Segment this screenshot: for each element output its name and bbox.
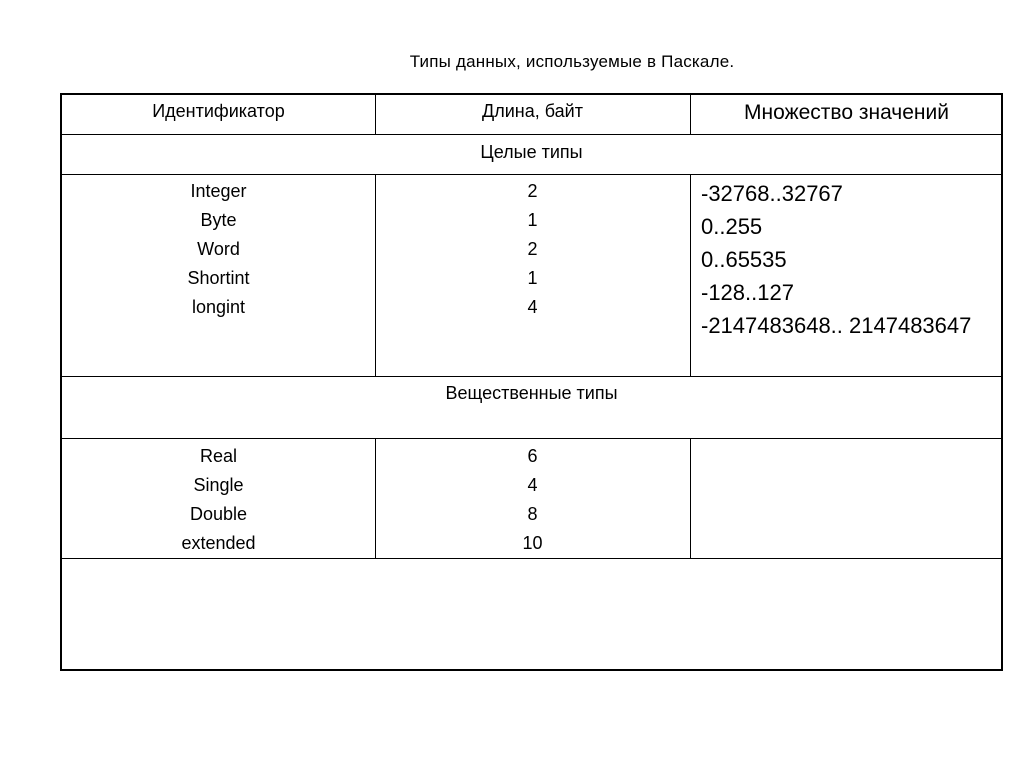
data-types-table <box>60 93 1003 671</box>
section-label-integer: Целые типы <box>480 142 583 162</box>
list-item: Single <box>193 475 244 495</box>
list-item: 2 <box>527 239 538 259</box>
empty-row <box>62 558 1001 669</box>
list-item: extended <box>181 533 256 553</box>
real-lengths-list <box>375 442 690 558</box>
header-row-divider <box>62 134 1001 135</box>
list-item: 8 <box>527 504 538 524</box>
list-item: 4 <box>527 297 538 317</box>
integer-identifiers-list <box>62 177 375 322</box>
list-item: longint <box>191 297 246 317</box>
list-item: Double <box>189 504 248 524</box>
section-label-real: Вещественные типы <box>445 383 618 403</box>
list-item: 10 <box>522 533 543 553</box>
list-item: -2147483648.. 2147483647 <box>701 313 972 338</box>
list-item: Word <box>197 239 240 259</box>
real-values-cell <box>690 438 1003 558</box>
list-item: 1 <box>527 210 538 230</box>
list-item: 2 <box>527 181 538 201</box>
header-values: Множество значений <box>744 101 949 124</box>
section-1-divider <box>62 174 1001 175</box>
int-col-divider-2 <box>690 174 691 376</box>
list-item: Byte <box>200 210 237 230</box>
list-item: 4 <box>527 475 538 495</box>
header-identifier: Идентификатор <box>152 101 285 121</box>
list-item: -128..127 <box>701 280 794 305</box>
integer-values-list <box>701 177 1001 342</box>
list-item: 0..255 <box>701 214 763 239</box>
real-identifiers-list <box>62 442 375 558</box>
section-2-top-divider <box>62 376 1001 377</box>
list-item: Real <box>199 446 238 466</box>
list-item: 1 <box>527 268 538 288</box>
list-item: 6 <box>527 446 538 466</box>
list-item: Shortint <box>187 268 250 288</box>
document-title: Типы данных, используемые в Паскале. <box>409 52 735 71</box>
integer-lengths-list <box>375 177 690 322</box>
header-length: Длина, байт <box>482 101 583 121</box>
list-item: 0..65535 <box>701 247 787 272</box>
list-item: -32768..32767 <box>701 181 843 206</box>
list-item: Integer <box>190 181 247 201</box>
